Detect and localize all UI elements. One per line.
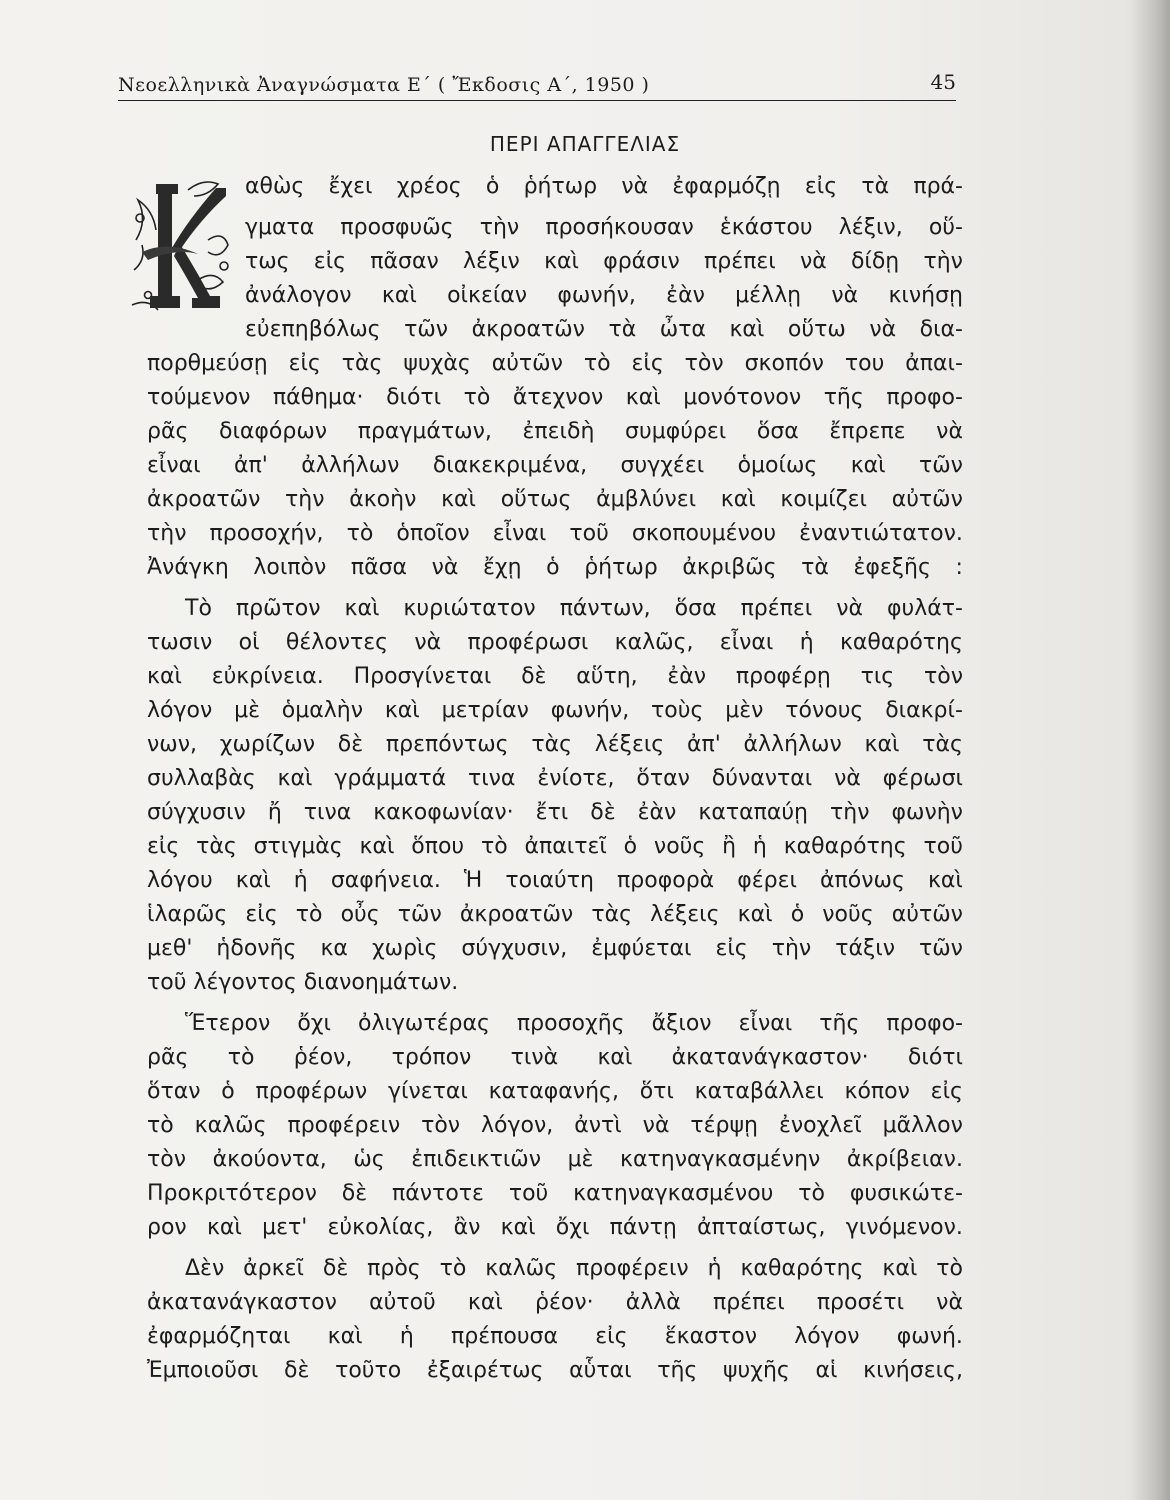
text-line: Τὸ πρῶτον καὶ κυριώτατον πάντων, ὅσα πρέπει νὰ φυλάτ- — [185, 596, 963, 621]
text-line: ἀκατανάγκαστον αὐτοῦ καὶ ῥέον· ἀλλὰ πρέπει προσέτι νὰ — [147, 1290, 963, 1315]
page-number: 45 — [930, 70, 956, 94]
text-line: ρον καὶ μετ' εὐκολίας, ἂν καὶ ὄχι πάντῃ ἀπταίστως, γινόμενον. — [147, 1215, 963, 1240]
text-line: τωσιν οἱ θέλοντες νὰ προφέρωσι καλῶς, εἶναι ἡ καθαρότης — [147, 630, 963, 655]
text-line: πορθμεύσῃ εἰς τὰς ψυχὰς αὐτῶν τὸ εἰς τὸν σκοπόν του ἀπαι- — [147, 351, 963, 376]
text-line: Ἐμποιοῦσι δὲ τοῦτο ἐξαιρέτως αὗται τῆς ψυχῆς αἱ κινήσεις, — [147, 1358, 963, 1383]
ornamental-initial — [128, 170, 238, 320]
text-line: λόγον μὲ ὁμαλὴν καὶ μετρίαν φωνήν, τοὺς μὲν τόνους διακρί- — [147, 698, 963, 723]
page-edge-shadow — [1130, 0, 1170, 1500]
text-line: τως εἰς πᾶσαν λέξιν καὶ φράσιν πρέπει νὰ δίδῃ τὴν — [245, 249, 963, 274]
text-line: ρᾶς διαφόρων πραγμάτων, ἐπειδὴ συμφύρει ὅσα ἔπρεπε νὰ — [147, 419, 963, 444]
text-line: ρᾶς τὸ ῥέον, τρόπον τινὰ καὶ ἀκατανάγκαστον· διότι — [147, 1045, 963, 1070]
ornamental-initial-svg — [128, 170, 238, 320]
text-line: εἶναι ἀπ' ἀλλήλων διακεκριμένα, συγχέει ὁμοίως καὶ τῶν — [147, 453, 963, 478]
text-line: τὸ καλῶς προφέρειν τὸν λόγον, ἀντὶ νὰ τέρψῃ ἐνοχλεῖ μᾶλλον — [147, 1113, 963, 1138]
text-line: καὶ εὐκρίνεια. Προσγίνεται δὲ αὕτη, ἐὰν προφέρῃ τις τὸν — [147, 664, 963, 689]
text-line: ἱλαρῶς εἰς τὸ οὖς τῶν ἀκροατῶν τὰς λέξεις καὶ ὁ νοῦς αὐτῶν — [147, 902, 963, 927]
text-line: νων, χωρίζων δὲ πρεπόντως τὰς λέξεις ἀπ' ἀλλήλων καὶ τὰς — [147, 732, 963, 757]
running-header — [118, 70, 956, 101]
text-line: Ἀνάγκη λοιπὸν πᾶσα νὰ ἔχῃ ὁ ῥήτωρ ἀκριβῶς τὰ ἐφεξῆς : — [147, 555, 963, 580]
header-title: Νεοελληνικὰ Ἀναγνώσματα Ε΄ ( Ἔκδοσις Α΄, 1950 ) — [118, 74, 650, 96]
text-line: Ἕτερον ὄχι ὀλιγωτέρας προσοχῆς ἄξιον εἶναι τῆς προφο- — [185, 1011, 963, 1036]
text-line: σύγχυσιν ἤ τινα κακοφωνίαν· ἔτι δὲ ἐὰν καταπαύῃ τὴν φωνὴν — [147, 800, 963, 825]
text-line: τὸν ἀκούοντα, ὡς ἐπιδεικτιῶν μὲ κατηναγκασμένην ἀκρίβειαν. — [147, 1147, 963, 1172]
section-title: ΠΕΡΙ ΑΠΑΓΓΕΛΙΑΣ — [489, 132, 681, 156]
text-line: μεθ' ἡδονῆς κα χωρὶς σύγχυσιν, ἐμφύεται εἰς τὴν τάξιν τῶν — [147, 936, 963, 961]
text-line: συλλαβὰς καὶ γράμματά τινα ἐνίοτε, ὅταν δύνανται νὰ φέρωσι — [147, 766, 963, 791]
text-line: τοῦ λέγοντος διανοημάτων. — [147, 970, 459, 995]
text-line: αθὼς ἔχει χρέος ὁ ῥήτωρ νὰ ἐφαρμόζῃ εἰς τὰ πρά- — [245, 174, 963, 199]
text-line: εἰς τὰς στιγμὰς καὶ ὅπου τὸ ἀπαιτεῖ ὁ νοῦς ἢ ἡ καθαρότης τοῦ — [147, 834, 963, 859]
text-line: ἀκροατῶν τὴν ἀκοὴν καὶ οὕτως ἀμβλύνει καὶ κοιμίζει αὐτῶν — [147, 487, 963, 512]
text-line: ἐφαρμόζηται καὶ ἡ πρέπουσα εἰς ἕκαστον λόγον φωνή. — [147, 1324, 963, 1349]
text-line: λόγου καὶ ἡ σαφήνεια. Ἡ τοιαύτη προφορὰ φέρει ἀπόνως καὶ — [147, 868, 963, 893]
text-line: εὐεπηβόλως τῶν ἀκροατῶν τὰ ὦτα καὶ οὕτω νὰ δια- — [245, 317, 963, 342]
text-line: Προκριτότερον δὲ πάντοτε τοῦ κατηναγκασμένου τὸ φυσικώτε- — [147, 1181, 963, 1206]
text-line: γματα προσφυῶς τὴν προσήκουσαν ἑκάστου λέξιν, οὕ- — [245, 215, 963, 240]
text-line: ἀνάλογον καὶ οἰκείαν φωνήν, ἐὰν μέλλῃ νὰ κινήσῃ — [245, 283, 963, 308]
text-line: τούμενον πάθημα· διότι τὸ ἄτεχνον καὶ μονότονον τῆς προφο- — [147, 385, 963, 410]
text-line: τὴν προσοχήν, τὸ ὁποῖον εἶναι τοῦ σκοπουμένου ἐναντιώτατον. — [147, 521, 963, 546]
text-line: ὅταν ὁ προφέρων γίνεται καταφανής, ὅτι καταβάλλει κόπον εἰς — [147, 1079, 963, 1104]
text-line: Δὲν ἀρκεῖ δὲ πρὸς τὸ καλῶς προφέρειν ἡ καθαρότης καὶ τὸ — [185, 1256, 963, 1281]
